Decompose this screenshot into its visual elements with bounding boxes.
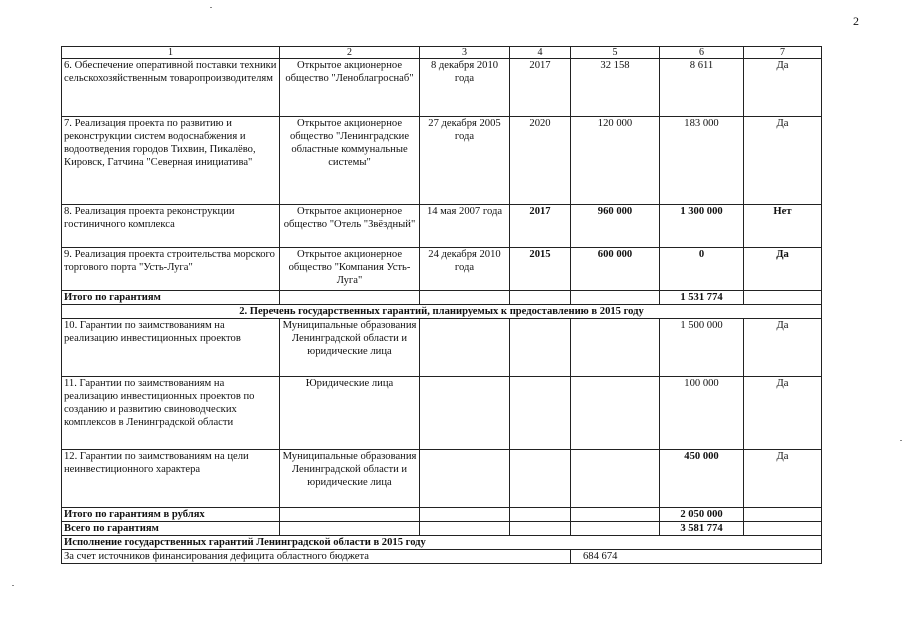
date-cell: 14 мая 2007 года [420, 205, 510, 248]
flag-cell: Да [744, 377, 822, 450]
date-cell: 8 декабря 2010 года [420, 59, 510, 117]
execution-row [62, 550, 822, 564]
section-2-title: 2. Перечень государственных гарантий, планируемых к предоставлению в 2015 году [62, 305, 822, 319]
amount-cell: 32 158 [571, 59, 660, 117]
header-col-7: 7 [744, 47, 822, 59]
amount-cell: 960 000 [571, 205, 660, 248]
purpose-cell: 12. Гарантии по заимствованиям на цели неинвестиционного характера [62, 450, 280, 508]
guarantee-cell: 8 611 [660, 59, 744, 117]
guarantee-cell: 100 000 [660, 377, 744, 450]
total-rub-label: Итого по гарантиям в рублях [62, 508, 280, 522]
guarantee-cell: 183 000 [660, 117, 744, 205]
year-cell: 2015 [510, 248, 571, 291]
table-row [62, 248, 822, 291]
principal-cell: Муниципальные образования Ленинградской области и юридические лица [280, 319, 420, 377]
table-row [62, 450, 822, 508]
header-col-6: 6 [660, 47, 744, 59]
flag-cell: Да [744, 59, 822, 117]
purpose-cell: 8. Реализация проекта реконструкции гостиничного комплекса [62, 205, 280, 248]
page-number: 2 [853, 14, 859, 28]
total-rub-value: 2 050 000 [660, 508, 744, 522]
grand-total-value: 3 581 774 [660, 522, 744, 536]
year-cell: 2020 [510, 117, 571, 205]
year-cell: 2017 [510, 205, 571, 248]
grand-total-label: Всего по гарантиям [62, 522, 280, 536]
header-col-4: 4 [510, 47, 571, 59]
section-title-row [62, 305, 822, 319]
flag-cell: Да [744, 319, 822, 377]
table-row [62, 205, 822, 248]
execution-label: За счет источников финансирования дефицита областного бюджета [62, 550, 571, 564]
purpose-cell: 11. Гарантии по заимствованиям на реализацию инвестиционных проектов по созданию и развитию свиноводческих комплексов в Ленинградской области [62, 377, 280, 450]
scan-speck [210, 7, 212, 8]
guarantee-cell: 1 300 000 [660, 205, 744, 248]
date-cell: 27 декабря 2005 года [420, 117, 510, 205]
header-col-2: 2 [280, 47, 420, 59]
scan-speck [12, 585, 14, 586]
guarantees-table [61, 46, 822, 564]
section-title-row [62, 536, 822, 550]
principal-cell: Открытое акционерное общество "Ленинградские областные коммунальные системы" [280, 117, 420, 205]
amount-cell: 600 000 [571, 248, 660, 291]
table-row [62, 117, 822, 205]
header-col-1: 1 [62, 47, 280, 59]
amount-cell: 120 000 [571, 117, 660, 205]
date-cell: 24 декабря 2010 года [420, 248, 510, 291]
grand-total-row [62, 522, 822, 536]
scan-speck [900, 440, 902, 441]
year-cell: 2017 [510, 59, 571, 117]
header-col-3: 3 [420, 47, 510, 59]
purpose-cell: 7. Реализация проекта по развитию и реконструкции систем водоснабжения и водоотведения городов Тихвин, Пикалёво, Кировск, Гатчина "Северная инициатива" [62, 117, 280, 205]
principal-cell: Открытое акционерное общество "Компания Усть-Луга" [280, 248, 420, 291]
total-row [62, 508, 822, 522]
total-label: Итого по гарантиям [62, 291, 280, 305]
execution-title: Исполнение государственных гарантий Ленинградской области в 2015 году [62, 536, 822, 550]
header-row [62, 47, 822, 59]
purpose-cell: 6. Обеспечение оперативной поставки техники сельскохозяйственным товаропроизводителям [62, 59, 280, 117]
purpose-cell: 10. Гарантии по заимствованиям на реализацию инвестиционных проектов [62, 319, 280, 377]
principal-cell: Открытое акционерное общество "Отель "Звёздный" [280, 205, 420, 248]
flag-cell: Нет [744, 205, 822, 248]
execution-value: 684 674 [571, 550, 822, 564]
principal-cell: Открытое акционерное общество "Леноблагроснаб" [280, 59, 420, 117]
guarantee-cell: 1 500 000 [660, 319, 744, 377]
header-col-5: 5 [571, 47, 660, 59]
table-row [62, 59, 822, 117]
guarantee-cell: 0 [660, 248, 744, 291]
table-row [62, 319, 822, 377]
flag-cell: Да [744, 248, 822, 291]
table-row [62, 377, 822, 450]
guarantee-cell: 450 000 [660, 450, 744, 508]
principal-cell: Юридические лица [280, 377, 420, 450]
purpose-cell: 9. Реализация проекта строительства морского торгового порта "Усть-Луга" [62, 248, 280, 291]
total-row [62, 291, 822, 305]
principal-cell: Муниципальные образования Ленинградской области и юридические лица [280, 450, 420, 508]
total-value: 1 531 774 [660, 291, 744, 305]
flag-cell: Да [744, 450, 822, 508]
flag-cell: Да [744, 117, 822, 205]
